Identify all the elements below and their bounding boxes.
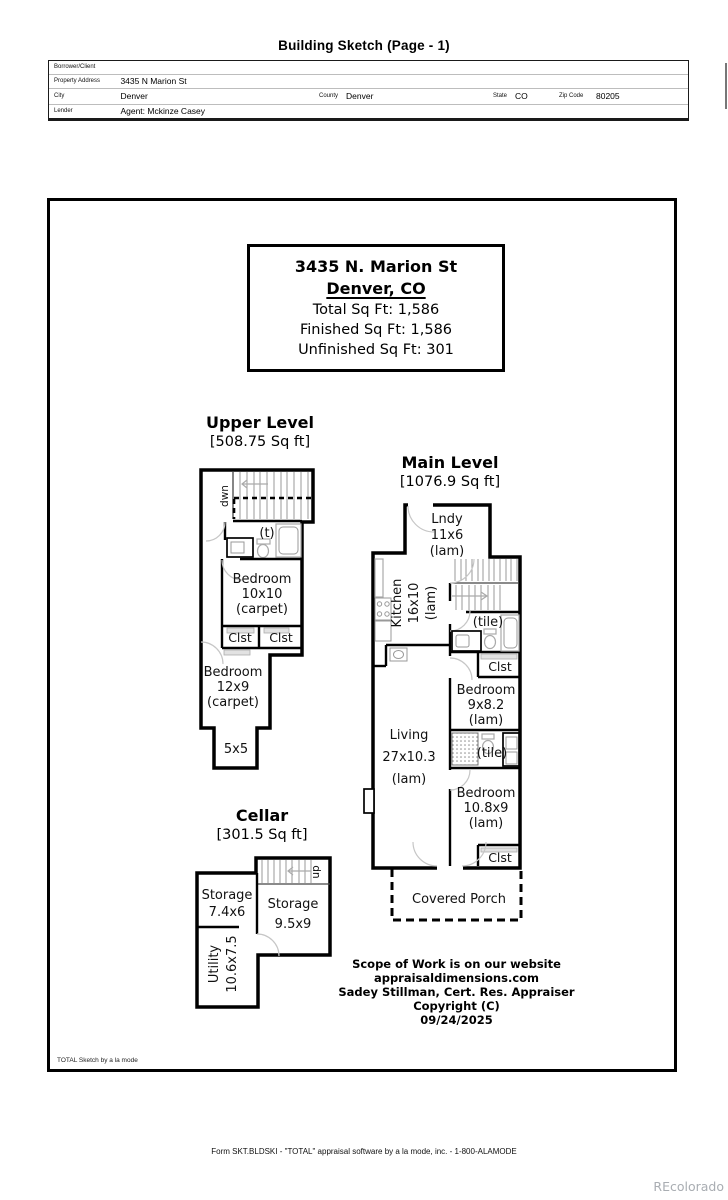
- upper-level-area: [508.75 Sq ft]: [209, 434, 311, 450]
- closet-shelf: [224, 650, 250, 655]
- address-value: 3435 N Marion St: [120, 76, 187, 87]
- svg-text:10x10: 10x10: [241, 587, 283, 602]
- bump-label: 5x5: [223, 742, 249, 757]
- form-footer: Form SKT.BLDSKI - "TOTAL" appraisal software by a la mode, inc. - 1-800-ALAMODE: [211, 1147, 517, 1156]
- svg-text:(lam): (lam): [424, 585, 439, 621]
- table-row-city: [49, 89, 688, 105]
- svg-text:11x6: 11x6: [430, 528, 464, 543]
- svg-text:9.5x9: 9.5x9: [274, 917, 312, 932]
- room-label: Bedroom: [456, 683, 516, 698]
- main-level-heading: [380, 453, 520, 491]
- toilet-tank-icon: [482, 734, 494, 739]
- upper-floor-outline: [201, 470, 313, 768]
- window-bay: [364, 789, 374, 813]
- table-row-borrower: [49, 61, 688, 75]
- svg-text:(lam): (lam): [468, 713, 504, 728]
- main-level-title: Main Level: [401, 453, 499, 472]
- page-title: Building Sketch (Page - 1): [278, 38, 450, 53]
- counter-icon: [375, 559, 383, 597]
- state-value: CO: [515, 91, 528, 101]
- svg-text:16x10: 16x10: [407, 582, 422, 624]
- summary-city-state: Denver, CO: [326, 279, 426, 298]
- upper-stair-label: dwn: [219, 485, 231, 507]
- room-label: Bedroom: [456, 786, 516, 801]
- svg-text:9x8.2: 9x8.2: [467, 698, 505, 713]
- svg-text:(carpet): (carpet): [236, 602, 288, 617]
- table-row-address: [49, 75, 688, 89]
- cellar-title: Cellar: [235, 806, 289, 825]
- sink-icon: [506, 752, 517, 764]
- svg-text:7.4x6: 7.4x6: [208, 905, 246, 920]
- toilet-icon: [258, 545, 269, 558]
- summary-unfinished-sqft: Unfinished Sq Ft: 301: [298, 342, 454, 358]
- room-label: Bedroom: [232, 572, 292, 587]
- room-label: Utility: [207, 944, 222, 984]
- borrower-label: Borrower/Client: [54, 64, 96, 71]
- upper-level-heading: [190, 413, 330, 451]
- zip-label: Zip Code: [559, 93, 584, 99]
- bath-label: (tile): [472, 615, 504, 630]
- lender-value: Agent: Mckinze Casey: [120, 106, 206, 117]
- upper-level-title: Upper Level: [205, 413, 315, 432]
- note-line: Copyright (C): [413, 999, 500, 1013]
- shower-icon: [452, 733, 478, 765]
- county-value: Denver: [346, 91, 374, 101]
- summary-total-sqft: Total Sq Ft: 1,586: [312, 302, 440, 318]
- svg-text:10.6x7.5: 10.6x7.5: [225, 935, 240, 993]
- cellar-area: [301.5 Sq ft]: [216, 827, 308, 843]
- lender-label: Lender: [54, 108, 73, 115]
- sketch-software-credit: TOTAL Sketch by a la mode: [57, 1057, 138, 1064]
- zip-value: 80205: [596, 91, 620, 101]
- svg-text:12x9: 12x9: [216, 680, 250, 695]
- note-line: 09/24/2025: [420, 1013, 493, 1027]
- summary-finished-sqft: Finished Sq Ft: 1,586: [299, 322, 453, 338]
- svg-text:10.8x9: 10.8x9: [463, 801, 509, 816]
- city-label: City: [54, 93, 65, 100]
- room-label: Bedroom: [203, 665, 263, 680]
- sink-icon: [231, 542, 244, 553]
- room-label: Living: [389, 728, 429, 743]
- toilet-icon: [485, 636, 496, 649]
- closet-label: Clst: [488, 850, 512, 865]
- room-label: Kitchen: [390, 578, 405, 628]
- porch-label: Covered Porch: [412, 892, 506, 907]
- bath-label: (tile): [476, 746, 508, 761]
- summary-address: 3435 N. Marion St: [294, 257, 458, 276]
- note-line: Sadey Stillman, Cert. Res. Appraiser: [338, 985, 575, 999]
- scan-artifact-line: [725, 63, 727, 109]
- svg-text:27x10.3: 27x10.3: [382, 750, 436, 765]
- county-label: County: [319, 93, 339, 99]
- cellar-stair-label: up: [310, 865, 322, 879]
- stove-icon: [375, 598, 391, 620]
- room-label: Storage: [201, 888, 253, 903]
- room-label: Storage: [267, 897, 319, 912]
- cellar-heading: [192, 806, 332, 844]
- main-level-area: [1076.9 Sq ft]: [399, 474, 501, 490]
- main-level-floorplan: [360, 500, 530, 930]
- cellar-outline: [197, 858, 330, 1007]
- upper-toilet-label: (t): [259, 526, 275, 541]
- svg-text:(carpet): (carpet): [207, 695, 259, 710]
- closet-label: Clst: [228, 630, 252, 645]
- address-label: Property Address: [54, 78, 101, 85]
- sink-icon: [506, 737, 517, 749]
- note-line: Scope of Work is on our website: [352, 957, 561, 971]
- svg-text:(lam): (lam): [468, 816, 504, 831]
- svg-text:(lam): (lam): [429, 544, 465, 559]
- room-label: Lndy: [431, 512, 463, 527]
- property-summary-box: [247, 244, 505, 372]
- refrigerator-icon: [375, 621, 391, 641]
- closet-label: Clst: [488, 659, 512, 674]
- svg-text:(lam): (lam): [391, 772, 427, 787]
- recolorado-watermark: REcolorado: [653, 1179, 724, 1194]
- sink-icon: [456, 635, 469, 647]
- property-info-table: [48, 60, 689, 121]
- note-line: appraisaldimensions.com: [373, 971, 540, 985]
- table-row-lender: [49, 105, 688, 118]
- city-value: Denver: [120, 91, 148, 102]
- state-label: State: [493, 93, 508, 99]
- appraiser-note: [334, 957, 579, 1027]
- cellar-floorplan: [190, 850, 335, 1015]
- closet-label: Clst: [269, 630, 293, 645]
- upper-level-floorplan: [195, 465, 325, 775]
